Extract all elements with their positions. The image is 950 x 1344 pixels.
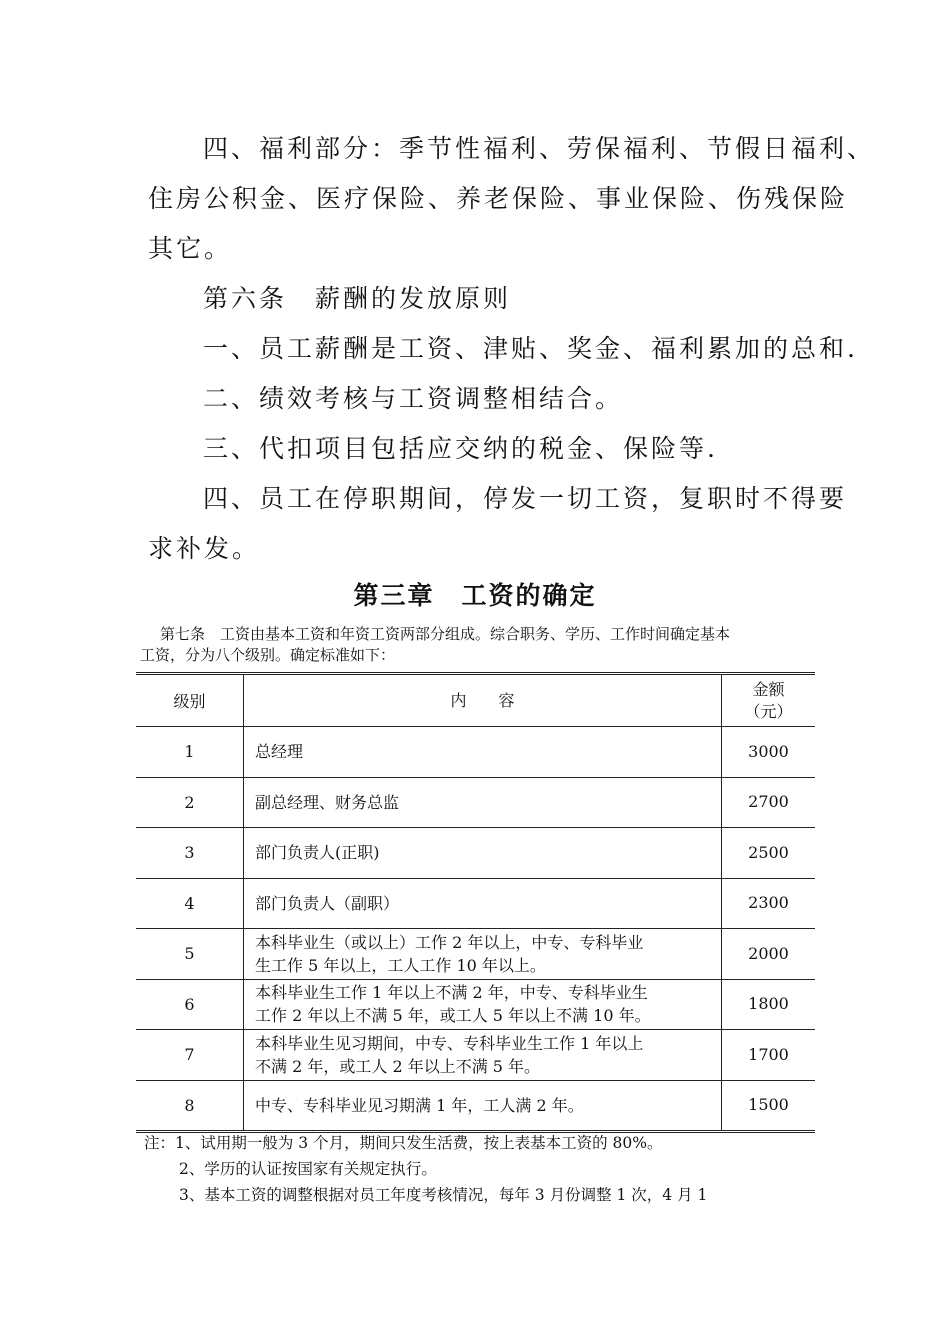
cell-content-line: 部门负责人(正职) — [255, 843, 380, 863]
cell-content — [244, 929, 722, 980]
cell-content-line: 部门负责人（副职） — [255, 893, 400, 913]
article-6-title: 第六条 薪酬的发放原则 — [203, 284, 512, 313]
table-row — [136, 979, 815, 1030]
cell-content — [244, 878, 722, 929]
article-6-item-4-line2: 求补发。 — [148, 534, 261, 563]
cell-content — [244, 1080, 722, 1132]
article-7-intro-line1: 第七条 工资由基本工资和年资工资两部分组成。综合职务、学历、工作时间确定基本 — [160, 625, 731, 643]
cell-amount: 2000 — [722, 929, 816, 980]
cell-amount: 3000 — [722, 727, 816, 778]
header-amount-line1: 金额 — [752, 679, 785, 699]
paragraph-welfare-line1: 四、福利部分：季节性福利、劳保福利、节假日福利、 — [203, 134, 876, 163]
cell-content — [244, 979, 722, 1030]
salary-table — [136, 672, 815, 1133]
table-row — [136, 878, 815, 929]
cell-amount: 1500 — [722, 1080, 816, 1132]
cell-level: 8 — [136, 1080, 244, 1132]
article-6-item-3: 三、代扣项目包括应交纳的税金、保险等. — [203, 434, 718, 463]
cell-content-line: 工作 2 年以上不满 5 年，或工人 5 年以上不满 10 年。 — [255, 1006, 651, 1026]
table-row — [136, 727, 815, 778]
chapter-title: 第三章 工资的确定 — [353, 581, 597, 610]
table-row — [136, 1080, 815, 1132]
cell-level: 2 — [136, 777, 244, 828]
article-7-intro-line2: 工资，分为八个级别。确定标准如下： — [140, 646, 396, 664]
header-level: 级别 — [136, 674, 244, 727]
cell-content — [244, 727, 722, 778]
cell-level: 7 — [136, 1030, 244, 1081]
cell-amount: 1800 — [722, 979, 816, 1030]
cell-level: 6 — [136, 979, 244, 1030]
note-2: 2、学历的认证按国家有关规定执行。 — [179, 1160, 437, 1178]
cell-level: 4 — [136, 878, 244, 929]
paragraph-welfare-line3: 其它。 — [148, 234, 233, 263]
table-row — [136, 1030, 815, 1081]
cell-content — [244, 828, 722, 879]
table-row — [136, 828, 815, 879]
cell-content-line: 本科毕业生工作 1 年以上不满 2 年，中专、专科毕业生 — [255, 983, 648, 1003]
cell-content-line: 不满 2 年，或工人 2 年以上不满 5 年。 — [255, 1056, 541, 1076]
paragraph-welfare-line2: 住房公积金、医疗保险、养老保险、事业保险、伤残保险 — [148, 184, 849, 213]
header-content: 内 容 — [244, 674, 722, 727]
note-1: 注：1、试用期一般为 3 个月，期间只发生活费，按上表基本工资的 80%。 — [144, 1134, 663, 1152]
cell-level: 5 — [136, 929, 244, 980]
article-6-item-4-line1: 四、员工在停职期间，停发一切工资，复职时不得要 — [203, 484, 848, 513]
article-6-item-2: 二、绩效考核与工资调整相结合。 — [203, 384, 624, 413]
table-row — [136, 929, 815, 980]
cell-level: 1 — [136, 727, 244, 778]
note-3: 3、基本工资的调整根据对员工年度考核情况，每年 3 月份调整 1 次，4 月 1 — [179, 1186, 708, 1204]
cell-content — [244, 777, 722, 828]
table-notes — [144, 1130, 824, 1208]
cell-amount: 2700 — [722, 777, 816, 828]
cell-content-line: 总经理 — [255, 742, 304, 762]
cell-content — [244, 1030, 722, 1081]
table-header-row — [136, 674, 815, 727]
cell-content-line: 中专、专科毕业见习期满 1 年，工人满 2 年。 — [255, 1095, 584, 1115]
table-row — [136, 777, 815, 828]
article-7-intro — [140, 624, 820, 666]
header-amount — [722, 674, 816, 727]
cell-amount: 2500 — [722, 828, 816, 879]
cell-amount: 1700 — [722, 1030, 816, 1081]
cell-content-line: 副总经理、财务总监 — [255, 792, 400, 812]
cell-content-line: 本科毕业生见习期间，中专、专科毕业生工作 1 年以上 — [255, 1033, 644, 1053]
cell-level: 3 — [136, 828, 244, 879]
cell-content-line: 生工作 5 年以上，工人工作 10 年以上。 — [255, 955, 546, 975]
cell-amount: 2300 — [722, 878, 816, 929]
article-6-item-1: 一、员工薪酬是工资、津贴、奖金、福利累加的总和. — [203, 334, 858, 363]
cell-content-line: 本科毕业生（或以上）工作 2 年以上，中专、专科毕业 — [255, 932, 644, 952]
header-amount-line2: （元） — [744, 701, 793, 721]
